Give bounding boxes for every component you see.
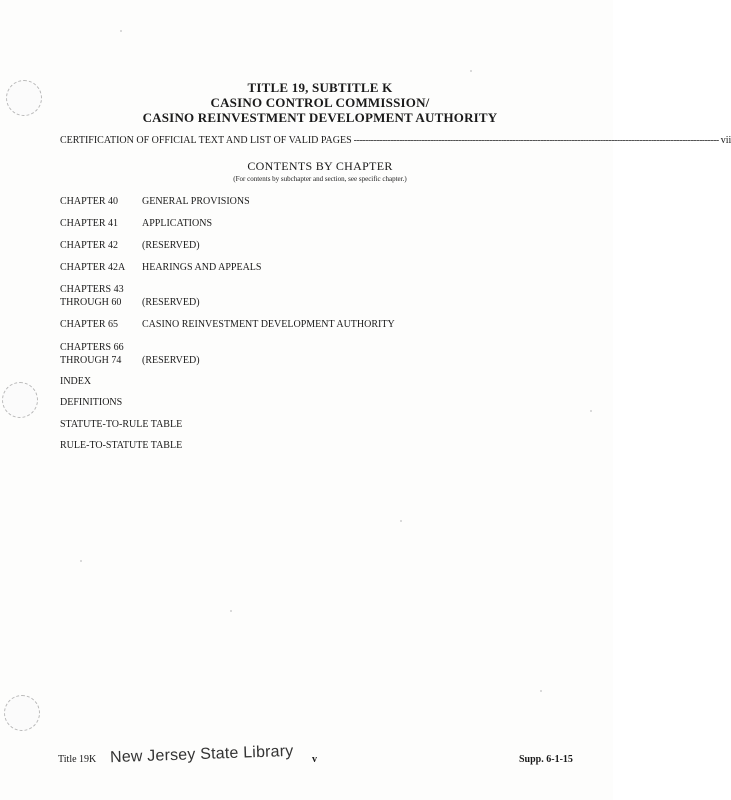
toc-title: (RESERVED)	[142, 240, 200, 251]
toc-row	[60, 418, 182, 431]
title-line-1: TITLE 19, SUBTITLE K	[247, 80, 393, 95]
toc-row	[60, 439, 182, 452]
toc-label: STATUTE-TO-RULE TABLE	[60, 419, 183, 430]
toc-row	[60, 261, 261, 274]
toc-row	[60, 341, 200, 367]
toc-label: DEFINITIONS	[60, 397, 123, 408]
punch-hole	[6, 80, 42, 116]
toc-title: (RESERVED)	[142, 297, 200, 308]
toc-title: APPLICATIONS	[142, 218, 213, 229]
scan-speck	[230, 610, 232, 612]
toc-label: CHAPTER 42A	[60, 262, 126, 273]
toc-label: CHAPTER 41	[60, 218, 119, 229]
toc-label: CHAPTER 40	[60, 196, 119, 207]
contents-subheading: (For contents by subchapter and section, see specific chapter.)	[233, 175, 407, 183]
title-line-3: CASINO REINVESTMENT DEVELOPMENT AUTHORITY	[142, 110, 498, 125]
footer-supplement-date: Supp. 6-1-15	[519, 754, 573, 765]
scan-speck	[540, 690, 542, 692]
scan-speck	[470, 70, 472, 72]
toc-row	[60, 375, 91, 388]
title-line-2: CASINO CONTROL COMMISSION/	[210, 95, 430, 110]
toc-row	[60, 195, 250, 208]
toc-label: CHAPTER 65	[60, 319, 119, 330]
footer-title: Title 19K	[58, 754, 97, 765]
toc-label: CHAPTERS 43	[60, 284, 124, 295]
contents-heading: CONTENTS BY CHAPTER	[247, 159, 393, 173]
scan-speck	[80, 560, 82, 562]
toc-title: HEARINGS AND APPEALS	[142, 262, 262, 273]
library-stamp: New Jersey State Library	[109, 742, 294, 767]
toc-title: CASINO REINVESTMENT DEVELOPMENT AUTHORITY	[142, 319, 395, 330]
toc-label: RULE-TO-STATUTE TABLE	[60, 440, 183, 451]
certification-row	[60, 135, 731, 146]
scan-speck	[590, 410, 592, 412]
footer-page-number: v	[312, 754, 317, 765]
toc-label: CHAPTERS 66	[60, 342, 124, 353]
toc-label-block	[60, 341, 142, 367]
toc-label: INDEX	[60, 376, 92, 387]
punch-hole	[4, 695, 40, 731]
punch-hole	[2, 382, 38, 418]
toc-row	[60, 217, 212, 230]
dot-leader: ---------------------------------------------------------------------------------------------------------------------------------	[353, 135, 719, 146]
certification-text: CERTIFICATION OF OFFICIAL TEXT AND LIST OF VALID PAGES	[60, 135, 352, 146]
toc-title: (RESERVED)	[142, 355, 200, 366]
toc-row	[60, 239, 200, 252]
toc-label: CHAPTER 42	[60, 240, 119, 251]
certification-page: vii	[720, 135, 731, 146]
toc-row	[60, 396, 122, 409]
toc-row	[60, 318, 395, 331]
toc-label-continued: THROUGH 74	[60, 355, 122, 366]
toc-label-continued: THROUGH 60	[60, 297, 122, 308]
toc-label-block	[60, 283, 142, 309]
toc-row	[60, 283, 200, 309]
title-block	[100, 80, 540, 125]
scan-speck	[400, 520, 402, 522]
toc-title: GENERAL PROVISIONS	[142, 196, 250, 207]
scan-speck	[120, 30, 122, 32]
